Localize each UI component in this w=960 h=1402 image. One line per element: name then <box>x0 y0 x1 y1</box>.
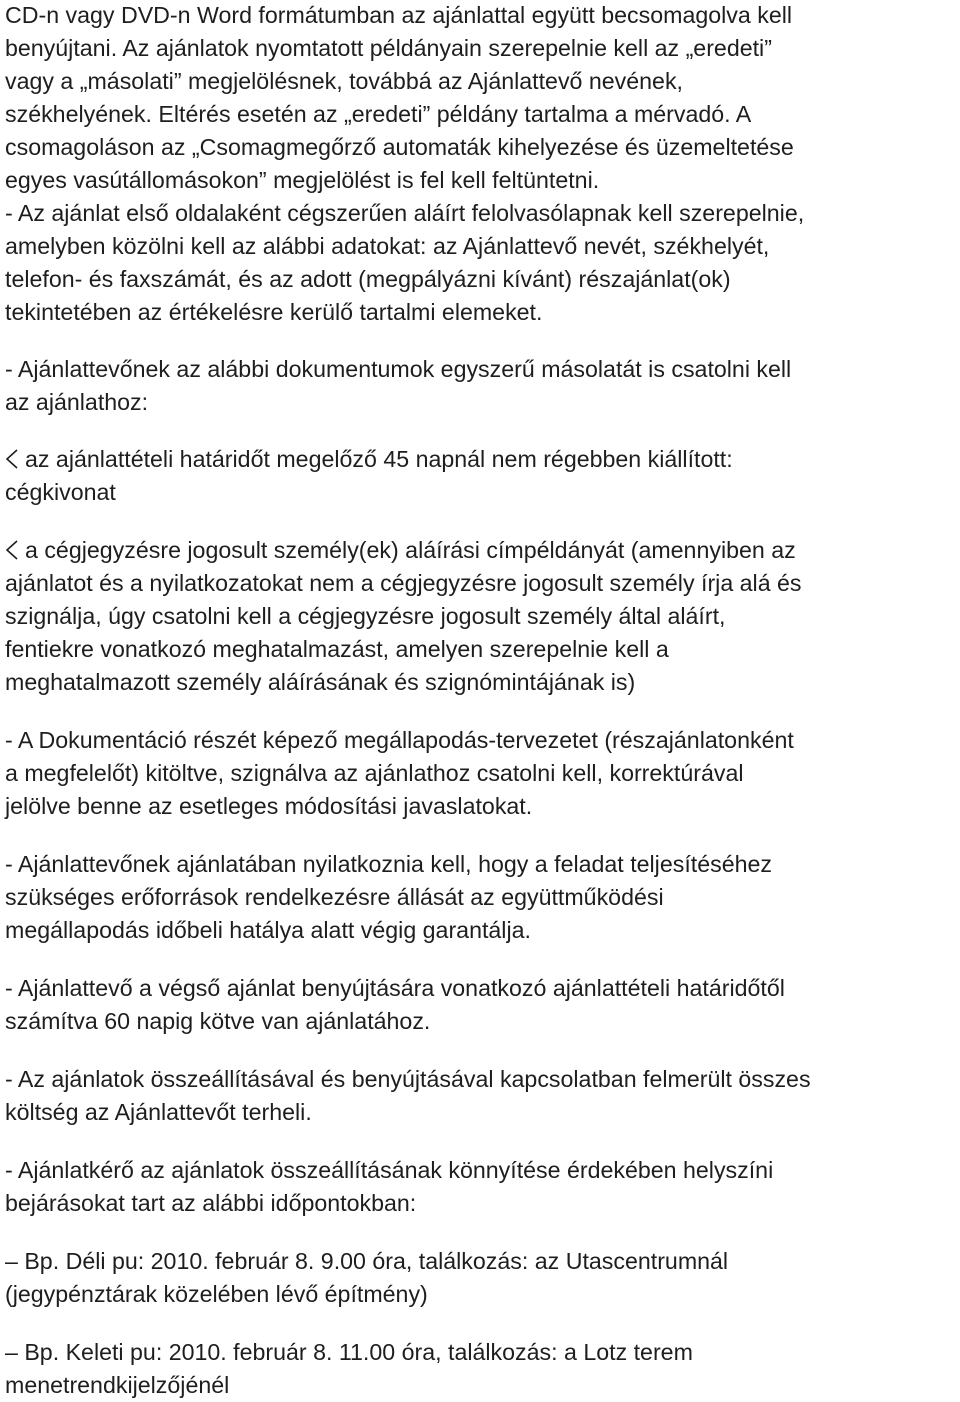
text-line: költség az Ajánlattevőt terheli. <box>5 1099 312 1125</box>
text-line: az ajánlathoz: <box>5 389 149 415</box>
text-line: meghatalmazott személy aláírásának és szignómintájának is) <box>5 669 636 695</box>
text-line: - Ajánlattevőnek ajánlatában nyilatkoznia kell, hogy a feladat teljesítéséhez <box>5 851 772 877</box>
text-line: csomagoláson az „Csomagmegőrző automaták kihelyezése és üzemeltetése <box>5 134 794 160</box>
text-line: amelyben közölni kell az alábbi adatokat: az Ajánlattevő nevét, székhelyét, <box>5 233 770 259</box>
arrow-bullet-icon <box>5 539 19 561</box>
text-line: cégkivonat <box>5 479 116 505</box>
text-line: fentiekre vonatkozó meghatalmazást, amelyen szerepelnie kell a <box>5 636 669 662</box>
text-line: a megfelelőt) kitöltve, szignálva az ajánlathoz csatolni kell, korrektúrával <box>5 760 744 786</box>
text-line: székhelyének. Eltérés esetén az „eredeti” példány tartalma a mérvadó. A <box>5 101 752 127</box>
text-line: jelölve benne az esetleges módosítási javaslatokat. <box>5 793 533 819</box>
text-line: - Ajánlatkérő az ajánlatok összeállításának könnyítése érdekében helyszíni <box>5 1157 774 1183</box>
arrow-bullet-icon <box>5 448 19 470</box>
text-line: - Ajánlattevőnek az alábbi dokumentumok egyszerű másolatát is csatolni kell <box>5 356 792 382</box>
text-line: CD-n vagy DVD-n Word formátumban az ajánlattal együtt becsomagolva kell <box>5 2 793 28</box>
text-line: szükséges erőforrások rendelkezésre állását az együttműködési <box>5 884 664 910</box>
text-line: - Az ajánlat első oldalaként cégszerűen aláírt felolvasólapnak kell szerepelnie, <box>5 200 805 226</box>
bullet-text: a cégjegyzésre jogosult személy(ek) aláírási címpéldányát (amennyiben az <box>25 537 796 563</box>
text-line: benyújtani. Az ajánlatok nyomtatott példányain szerepelnie kell az „eredeti” <box>5 35 772 61</box>
text-line: tekintetében az értékelésre kerülő tartalmi elemeket. <box>5 299 543 325</box>
text-line: (jegypénztárak közelében lévő építmény) <box>5 1281 428 1307</box>
text-line: - Ajánlattevő a végső ajánlat benyújtására vonatkozó ajánlattételi határidőtől <box>5 975 785 1001</box>
text-line: ajánlatot és a nyilatkozatokat nem a cégjegyzésre jogosult személy írja alá és <box>5 570 802 596</box>
bullet-text: az ajánlattételi határidőt megelőző 45 napnál nem régebben kiállított: <box>25 446 733 472</box>
text-line: szignálja, úgy csatolni kell a cégjegyzésre jogosult személy által aláírt, <box>5 603 726 629</box>
text-line: menetrendkijelzőjénél <box>5 1372 230 1398</box>
text-line: – Bp. Keleti pu: 2010. február 8. 11.00 óra, találkozás: a Lotz terem <box>5 1339 693 1365</box>
text-line: vagy a „másolati” megjelölésnek, továbbá az Ajánlattevő nevének, <box>5 68 683 94</box>
text-line: – Bp. Déli pu: 2010. február 8. 9.00 óra, találkozás: az Utascentrumnál <box>5 1248 729 1274</box>
text-line: bejárásokat tart az alábbi időpontokban: <box>5 1190 417 1216</box>
text-line: telefon- és faxszámát, és az adott (megpályázni kívánt) részajánlat(ok) <box>5 266 731 292</box>
text-line: számítva 60 napig kötve van ajánlatához. <box>5 1008 431 1034</box>
text-line: - Az ajánlatok összeállításával és benyújtásával kapcsolatban felmerült összes <box>5 1066 811 1092</box>
text-line: egyes vasútállomásokon” megjelölést is fel kell feltüntetni. <box>5 167 600 193</box>
text-line: megállapodás időbeli hatálya alatt végig garantálja. <box>5 917 531 943</box>
text-line: - A Dokumentáció részét képező megállapodás-tervezetet (részajánlatonként <box>5 727 794 753</box>
bullet-item <box>5 444 733 474</box>
bullet-item <box>5 535 796 565</box>
